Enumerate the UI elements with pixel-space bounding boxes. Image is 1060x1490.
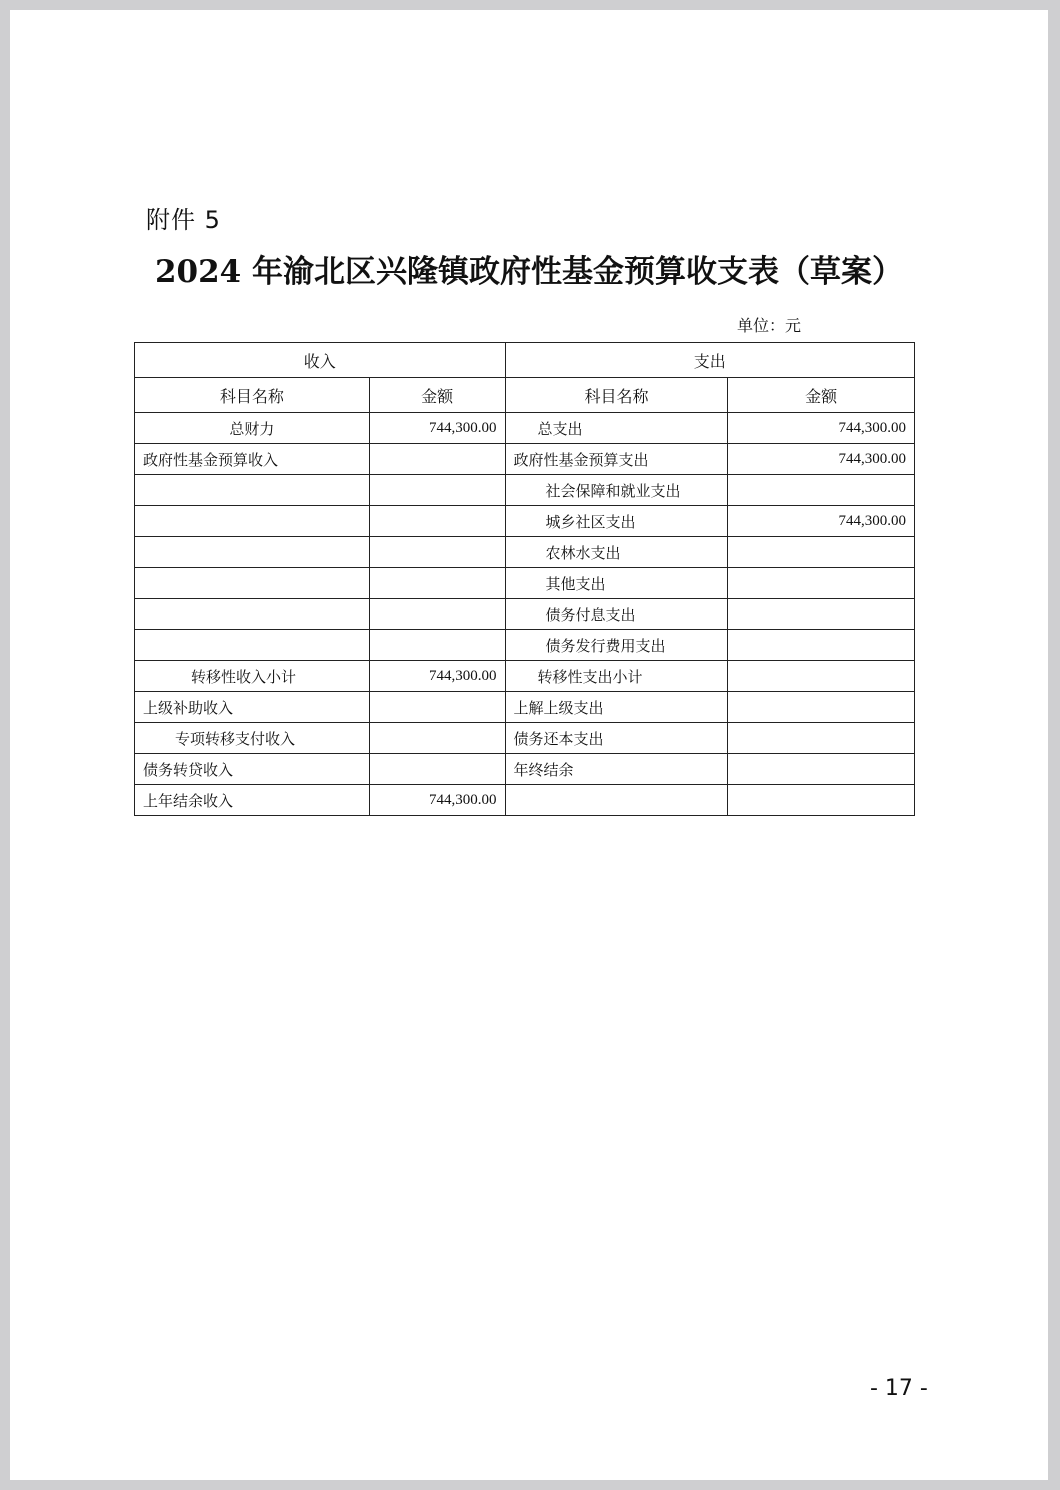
table-row — [135, 537, 915, 568]
income-item: 专项转移支付收入 — [135, 723, 370, 754]
budget-table — [134, 342, 915, 816]
income-item — [135, 630, 370, 661]
attachment-label: 附件 5 — [146, 206, 221, 234]
income-item-header: 科目名称 — [135, 378, 370, 413]
expense-amount — [728, 785, 915, 816]
income-header: 收入 — [135, 343, 506, 378]
income-item: 转移性收入小计 — [135, 661, 370, 692]
expense-item: 总支出 — [505, 413, 728, 444]
table-row — [135, 599, 915, 630]
expense-item: 社会保障和就业支出 — [505, 475, 728, 506]
income-amount — [369, 444, 505, 475]
table-row — [135, 692, 915, 723]
income-item: 政府性基金预算收入 — [135, 444, 370, 475]
table-section-header-row — [135, 343, 915, 378]
income-amount — [369, 568, 505, 599]
expense-amount: 744,300.00 — [728, 413, 915, 444]
table-row — [135, 506, 915, 537]
document-page — [10, 10, 1048, 1480]
table-row — [135, 444, 915, 475]
expense-item: 上解上级支出 — [505, 692, 728, 723]
income-item: 上年结余收入 — [135, 785, 370, 816]
expense-item: 农林水支出 — [505, 537, 728, 568]
income-item: 上级补助收入 — [135, 692, 370, 723]
income-item — [135, 475, 370, 506]
expense-amount: 744,300.00 — [728, 506, 915, 537]
table-row — [135, 661, 915, 692]
expense-amount — [728, 475, 915, 506]
table-row — [135, 723, 915, 754]
expense-item: 政府性基金预算支出 — [505, 444, 728, 475]
expense-item: 转移性支出小计 — [505, 661, 728, 692]
table-row — [135, 475, 915, 506]
income-item — [135, 537, 370, 568]
income-amount — [369, 599, 505, 630]
income-amount — [369, 754, 505, 785]
income-item: 总财力 — [135, 413, 370, 444]
income-amount — [369, 630, 505, 661]
income-item — [135, 506, 370, 537]
income-amount — [369, 475, 505, 506]
expense-amount — [728, 754, 915, 785]
expense-item: 债务付息支出 — [505, 599, 728, 630]
expense-header: 支出 — [505, 343, 914, 378]
income-item — [135, 599, 370, 630]
income-amount — [369, 723, 505, 754]
table-row — [135, 568, 915, 599]
income-amount: 744,300.00 — [369, 661, 505, 692]
expense-item: 年终结余 — [505, 754, 728, 785]
page-number: - 17 - — [870, 1376, 928, 1401]
expense-amount — [728, 630, 915, 661]
expense-amount — [728, 723, 915, 754]
expense-item: 其他支出 — [505, 568, 728, 599]
expense-amount-header: 金额 — [728, 378, 915, 413]
expense-amount — [728, 537, 915, 568]
table-row — [135, 785, 915, 816]
table-row — [135, 413, 915, 444]
unit-label: 单位：元 — [737, 316, 802, 335]
income-amount: 744,300.00 — [369, 413, 505, 444]
table-row — [135, 754, 915, 785]
expense-amount: 744,300.00 — [728, 444, 915, 475]
page-title: 2024 年渝北区兴隆镇政府性基金预算收支表（草案） — [154, 254, 904, 290]
expense-item: 债务发行费用支出 — [505, 630, 728, 661]
income-amount — [369, 537, 505, 568]
income-item: 债务转贷收入 — [135, 754, 370, 785]
table-column-header-row — [135, 378, 915, 413]
expense-item: 城乡社区支出 — [505, 506, 728, 537]
income-item — [135, 568, 370, 599]
expense-item: 债务还本支出 — [505, 723, 728, 754]
income-amount — [369, 506, 505, 537]
income-amount — [369, 692, 505, 723]
expense-item-header: 科目名称 — [505, 378, 728, 413]
table-row — [135, 630, 915, 661]
expense-amount — [728, 661, 915, 692]
expense-amount — [728, 692, 915, 723]
income-amount: 744,300.00 — [369, 785, 505, 816]
expense-amount — [728, 599, 915, 630]
expense-amount — [728, 568, 915, 599]
expense-item — [505, 785, 728, 816]
income-amount-header: 金额 — [369, 378, 505, 413]
